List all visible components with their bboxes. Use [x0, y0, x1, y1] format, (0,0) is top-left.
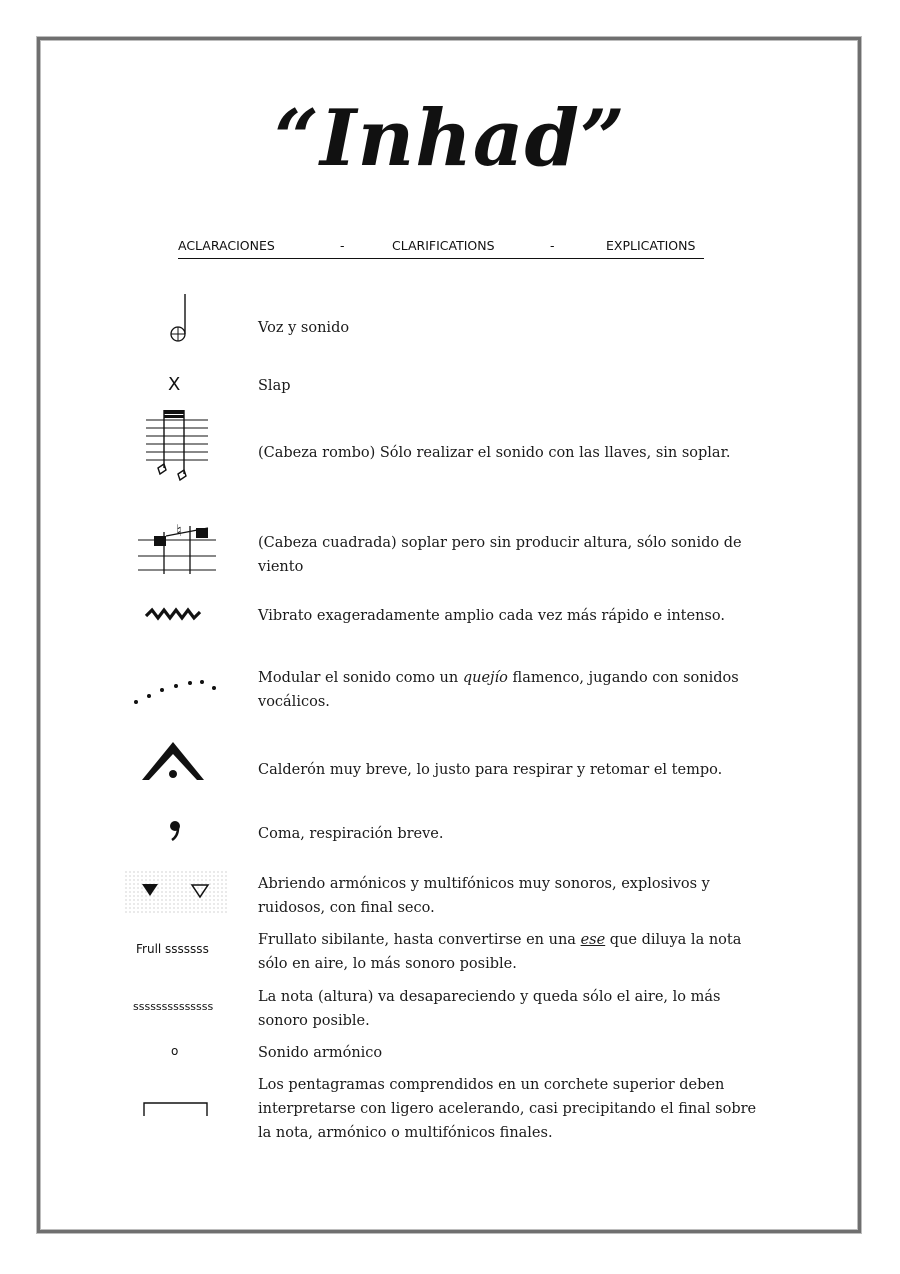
subheading-english: CLARIFICATIONS	[392, 238, 495, 253]
legend-frullato-text-start: Frullato sibilante, hasta convertirse en una	[258, 932, 581, 948]
legend-frullato-word: ese	[580, 932, 606, 948]
legend-air: La nota (altura) va desapareciendo y queda sólo el aire, lo más sonoro posible.	[258, 989, 721, 1029]
subheading-separator: -	[550, 238, 555, 253]
short-fermata-icon	[140, 738, 206, 784]
legend-frullato-text-end: que diluya la nota sólo en aire, lo más sonoro posible.	[258, 932, 742, 972]
legend-comma: Coma, respiración breve.	[258, 826, 444, 842]
bracket-icon	[142, 1100, 210, 1118]
page-title: “Inhad”	[274, 93, 626, 184]
breath-comma-icon	[166, 818, 184, 844]
legend-square-head: (Cabeza cuadrada) soplar pero sin producir altura, sólo sonido de viento	[258, 535, 742, 575]
legend-harmonic: Sonido armónico	[258, 1045, 383, 1061]
harmonic-mark: o	[171, 1044, 179, 1058]
vibrato-icon	[144, 606, 202, 624]
slap-mark: X	[168, 374, 181, 395]
legend-quejio-word: quejío	[462, 670, 508, 686]
subheading-french: EXPLICATIONS	[606, 238, 696, 253]
legend-quejio-text-start: Modular el sonido como un	[258, 670, 463, 686]
multiphonics-triangles-icon	[138, 880, 214, 902]
dotted-arc-icon	[130, 672, 222, 708]
square-head-icon	[136, 512, 218, 578]
legend-vibrato: Vibrato exageradamente amplio cada vez más rápido e intenso.	[258, 608, 725, 624]
diamond-head-icon	[142, 404, 212, 484]
legend-diamond-head: (Cabeza rombo) Sólo realizar el sonido con las llaves, sin soplar.	[258, 445, 731, 461]
legend-slap: Slap	[258, 378, 291, 394]
legend-bracket: Los pentagramas comprendidos en un corchete superior deben interpretarse con ligero acelerando, casi precipitando el final sobre la nota, armónico o multifónicos finales.	[258, 1077, 757, 1141]
legend-fermata: Calderón muy breve, lo justo para respirar y retomar el tempo.	[258, 762, 723, 778]
legend-multiphonics: Abriendo armónicos y multifónicos muy sonoros, explosivos y ruidosos, con final seco.	[258, 876, 710, 916]
legend-quejio	[258, 666, 758, 714]
section-subheading	[178, 238, 704, 259]
subheading-separator: -	[340, 238, 345, 253]
legend-voice-sound: Voz y sonido	[258, 320, 350, 336]
frull-mark: Frull sssssss	[136, 942, 209, 956]
svg-text:♮: ♮	[176, 521, 182, 540]
air-sound-mark: ssssssssssssss	[133, 1000, 214, 1013]
voice-note-icon	[160, 292, 196, 346]
legend-quejio-text-end: flamenco, jugando con sonidos vocálicos.	[258, 670, 739, 710]
legend-frullato	[258, 928, 758, 976]
subheading-spanish: ACLARACIONES	[178, 238, 275, 253]
